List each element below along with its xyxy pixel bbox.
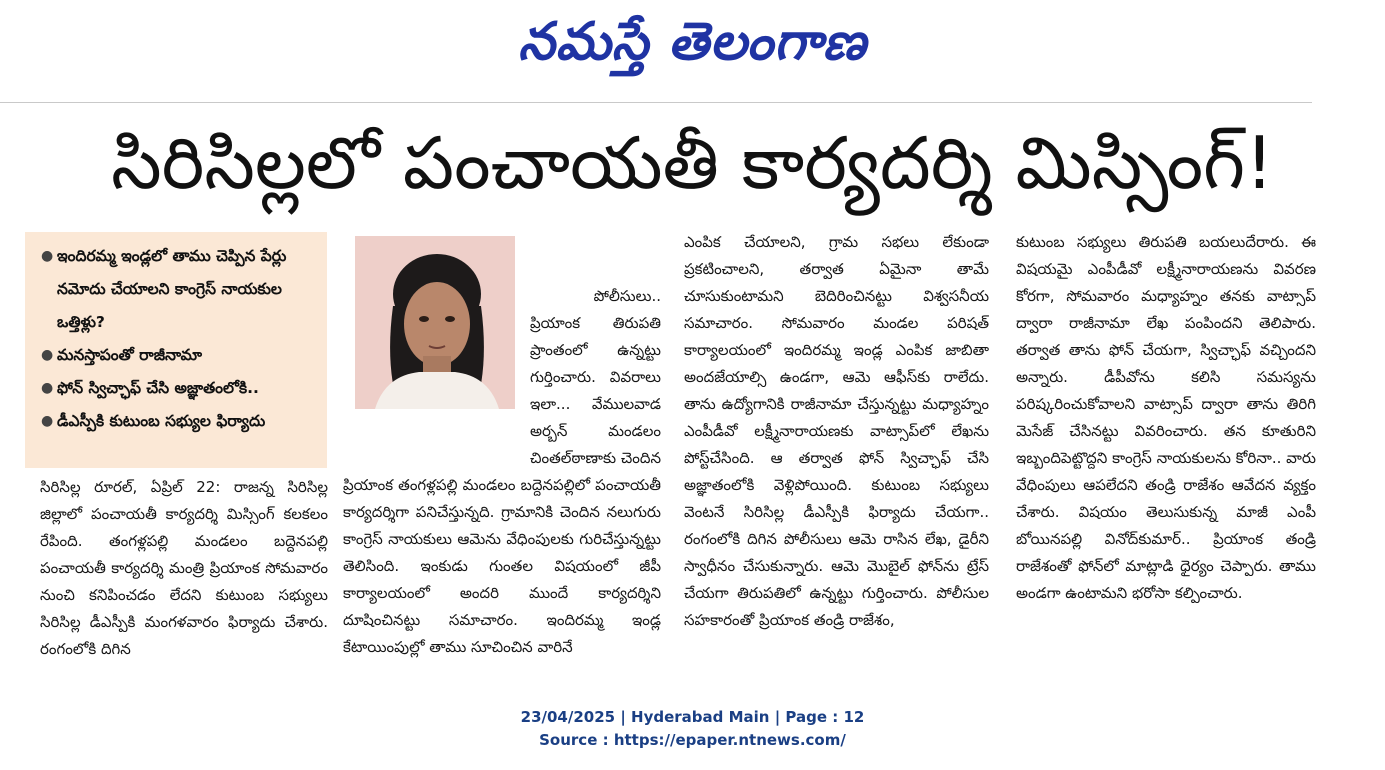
article-column-3: ఎంపిక చేయాలని, గ్రామ సభలు లేకుండా ప్రకటించాలని, తర్వాత ఏమైనా తామే చూసుకుంటామని బెదిరించినట్టు విశ్వసనీయ సమాచారం. సోమవారం మండల పరిషత్‌ కార్యాలయంలో ఇందిరమ్మ ఇండ్ల ఎంపిక జాబితా అందజేయాల్సి ఉండగా, ఆమె ఆఫీస్‌కు రాలేదు. తాను ఉద్యోగానికి రాజీనామా చేస్తున్నట్టు మధ్యాహ్నం ఎంపీడీవో లక్ష్మీనారాయణకు వాట్సాప్‌లో లేఖను పోస్ట్‌చేసింది. ఆ తర్వాత ఫోన్‌ స్విచ్ఛాఫ్‌ చేసి అజ్ఞాతంలోకి వెళ్లిపోయింది. కుటుంబ సభ్యులు వెంటనే సిరిసిల్ల డీఎస్పీకి ఫిర్యాదు చేయగా.. రంగంలోకి దిగిన పోలీసులు ఆమె రాసిన లేఖ, డైరీని స్వాధీనం చేసుకున్నారు. ఆమె మొబైల్‌ ఫోన్‌ను ట్రేస్‌ చేయగా తిరుపతిలో ఉన్నట్టు గుర్తించారు. పోలీసుల సహకారంతో ప్రియాంక తండ్రి రాజేశం, [684, 233, 990, 629]
bullet-icon: ● [41, 347, 54, 363]
highlight-text: డీఎస్పీకి కుటుంబ సభ్యుల ఫిర్యాదు [57, 412, 266, 430]
article-column-1: సిరిసిల్ల రూరల్‌, ఏప్రిల్‌ 22: రాజన్న సిరిసిల్ల జిల్లాలో పంచాయతీ కార్యదర్శి మిస్సింగ్‌ కలకలం రేపింది. తంగళ్లపల్లి మండలం బద్దెనపల్లి పంచాయతీ కార్యదర్శి మంత్రి ప్రియాంక సోమవారం నుంచి కనిపించడం లేదని కుటుంబ సభ్యులు సిరిసిల్ల డీఎస్పీకి మంగళవారం ఫిర్యాదు చేశారు. రంగంలోకి దిగిన [40, 478, 333, 658]
headline: సిరిసిల్లలో పంచాయతీ కార్యదర్శి మిస్సింగ్‌! [111, 121, 1274, 205]
masthead-logo: నమస్తే తెలంగాణ [518, 12, 867, 72]
article-column-2-text: పోలీసులు.. ప్రియాంక తిరుపతి ప్రాంతంలో ఉన్నట్టు గుర్తించారు. వివరాలు ఇలా... వేములవాడ అర్బన్‌ మండలం చింతల్‌ఠాణాకు చెందిన ప్రియాంక తంగళ్లపల్లి మండలం బద్దెనపల్లిలో పంచాయతీ కార్యదర్శిగా పనిచేస్తున్నది. గ్రామానికి చెందిన నలుగురు కాంగ్రెస్‌ నాయకులు ఆమెను వేధింపులకు గురిచేస్తున్నట్టు తెలిసింది. ఇంకుడు గుంతల విషయంలో జీపీ కార్యాలయంలో అందరి ముందే కార్యదర్శిని దూషించినట్టు సమాచారం. ఇందిరమ్మ ఇండ్ల కేటాయింపుల్లో తాము సూచించిన వారినే [343, 287, 666, 656]
bullet-icon: ● [41, 380, 54, 396]
bullet-icon: ● [41, 248, 54, 264]
highlight-item [39, 240, 323, 339]
highlight-item [39, 405, 323, 438]
highlight-item [39, 339, 323, 372]
highlight-text: ఫోన్‌ స్విచ్ఛాఫ్‌ చేసి అజ్ఞాతంలోకి.. [57, 379, 259, 397]
photo-placeholder [343, 256, 530, 454]
highlight-text: మనస్తాపంతో రాజీనామా [57, 346, 203, 364]
highlight-item [39, 372, 323, 405]
footer-source: Source : https://epaper.ntnews.com/ [539, 731, 846, 749]
highlight-text: ఇందిరమ్మ ఇండ్లలో తాము చెప్పిన పేర్లు నమోదు చేయాలని కాంగ్రెస్‌ నాయకుల ఒత్తిళ్లు? [57, 247, 287, 331]
footer-dateline: 23/04/2025 | Hyderabad Main | Page : 12 [520, 708, 865, 726]
article-column-2 [343, 229, 666, 661]
article-column-4: కుటుంబ సభ్యులు తిరుపతి బయలుదేరారు. ఈ విషయమై ఎంపీడీవో లక్ష్మీనారాయణను వివరణ కోరగా, సోమవారం మధ్యాహ్నం తనకు వాట్సాప్‌ ద్వారా రాజీనామా లేఖ పంపిందని తెలిపారు. తర్వాత తాను ఫోన్‌ చేయగా, స్విచ్ఛాఫ్‌ వచ్చిందని అన్నారు. డీపీవోను కలిసి సమస్యను పరిష్కరించుకోవాలని వాట్సాప్‌ ద్వారా తాను తిరిగి మెసేజ్‌ చేసినట్టు వివరించారు. తన కూతురిని ఇబ్బందిపెట్టొద్దని కాంగ్రెస్‌ నాయకులను కోరినా.. వారు వేధింపులు ఆపలేదని తండ్రి రాజేశం ఆవేదన వ్యక్తం చేశారు. విషయం తెలుసుకున్న మాజీ ఎంపీ బోయినపల్లి వినోద్‌కుమార్‌.. ప్రియాంక తండ్రి రాజేశంతో ఫోన్‌లో మాట్లాడి ధైర్యం చెప్పారు. తాము అండగా ఉంటామని భరోసా కల్పించారు. [1016, 233, 1317, 602]
masthead-divider [0, 102, 1312, 103]
highlights-box [25, 232, 327, 468]
bullet-icon: ● [41, 413, 54, 429]
